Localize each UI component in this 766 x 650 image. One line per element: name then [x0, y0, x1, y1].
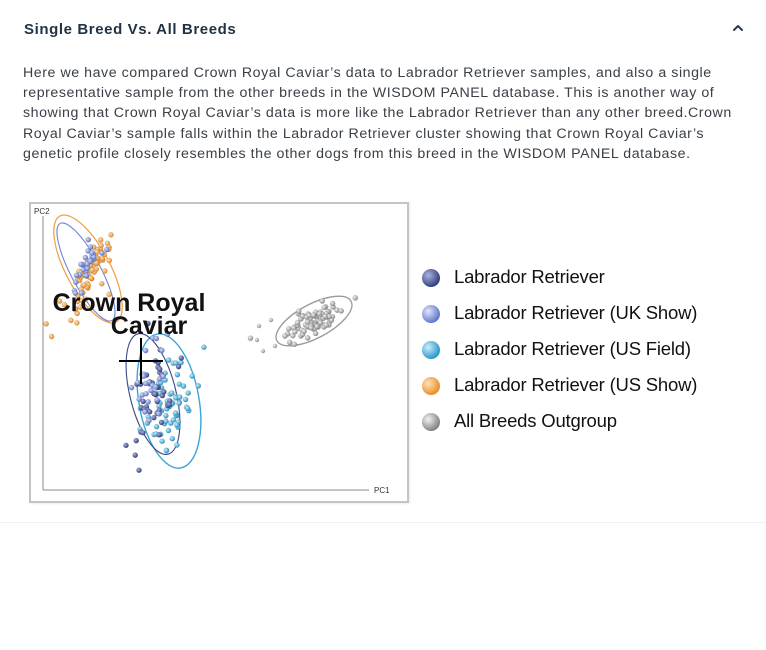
labrador-point — [147, 409, 152, 414]
legend-label: Labrador Retriever (UK Show) — [454, 302, 698, 323]
outgroup-point — [248, 336, 253, 341]
outgroup-point — [320, 298, 325, 303]
outgroup-point — [313, 331, 318, 336]
outgroup-point — [257, 324, 261, 328]
us-show-point — [68, 318, 73, 323]
labrador-point — [167, 402, 172, 407]
uk-show-point — [153, 384, 158, 389]
panel-description: Here we have compared Crown Royal Caviar’s data to Labrador Retriever samples, and also a single representative sample from the other breeds in the WISDOM PANEL database. This is another way of showing that Crown Royal Caviar’s data is more like the Labrador Retriever than any other breed.Crown Royal Caviar’s sample falls within the Labrador Retriever cluster showing that Crown Royal Caviar’s genetic profile closely resembles the other dogs from this breed in the WISDOM PANEL database. — [23, 65, 732, 162]
outgroup-point — [286, 326, 291, 331]
uk-show-point — [148, 388, 153, 393]
uk-show-point — [154, 397, 159, 402]
outgroup-point — [317, 311, 322, 316]
outgroup-point — [295, 320, 300, 325]
us-field-point — [177, 382, 182, 387]
outgroup-point — [322, 305, 327, 310]
us-field-point — [170, 436, 175, 441]
us-show-point — [99, 243, 104, 248]
us-show-point — [88, 275, 93, 280]
uk-show-point — [159, 348, 164, 353]
legend-label: Labrador Retriever — [454, 266, 605, 287]
outgroup-point — [339, 308, 344, 313]
outgroup-point — [255, 338, 259, 342]
labrador-point — [136, 468, 141, 473]
legend-dot-us-show-icon — [422, 377, 440, 395]
outgroup-point — [314, 324, 319, 329]
uk-show-point — [86, 237, 91, 242]
us-field-point — [201, 345, 206, 350]
outgroup-point — [353, 295, 358, 300]
outgroup-point — [287, 340, 292, 345]
outgroup-point — [261, 349, 265, 353]
labrador-point — [179, 355, 184, 360]
pca-scatter-plot — [31, 204, 407, 501]
outgroup-point — [305, 335, 310, 340]
labrador-point — [161, 389, 166, 394]
uk-show-point — [144, 391, 149, 396]
outgroup-point — [311, 313, 316, 318]
y-axis-label: PC2 — [34, 207, 50, 216]
uk-show-point — [88, 259, 93, 264]
chevron-up-icon[interactable] — [728, 18, 748, 38]
us-show-point — [98, 237, 103, 242]
outgroup-point — [330, 301, 335, 306]
us-field-point — [164, 448, 169, 453]
panel-title: Single Breed Vs. All Breeds — [24, 21, 237, 38]
us-show-point — [108, 232, 113, 237]
us-show-point — [82, 282, 87, 287]
outgroup-point — [309, 325, 314, 330]
uk-show-point — [143, 348, 148, 353]
outgroup-point — [292, 329, 297, 334]
labrador-point — [152, 392, 157, 397]
us-field-point — [196, 383, 201, 388]
labrador-point — [176, 364, 181, 369]
sample-label-line1: Crown Royal — [52, 289, 206, 317]
labrador-point — [134, 438, 139, 443]
us-show-point — [44, 321, 49, 326]
uk-show-point — [157, 376, 162, 381]
uk-show-point — [73, 280, 78, 285]
outgroup-point — [269, 318, 273, 322]
panel-header[interactable] — [0, 0, 766, 56]
us-field-point — [176, 401, 181, 406]
us-field-point — [160, 439, 165, 444]
uk-show-point — [74, 273, 79, 278]
us-field-point — [186, 390, 191, 395]
legend-label: All Breeds Outgroup — [454, 410, 617, 431]
us-show-point — [74, 320, 79, 325]
outgroup-point — [302, 329, 307, 334]
labrador-point — [140, 430, 145, 435]
pca-plot-frame — [29, 202, 409, 503]
us-field-point — [174, 442, 179, 447]
uk-show-point — [143, 381, 148, 386]
uk-show-point — [84, 273, 89, 278]
uk-show-point — [90, 250, 95, 255]
pca-figure — [0, 196, 766, 508]
outgroup-point — [324, 323, 329, 328]
uk-show-point — [99, 250, 104, 255]
uk-show-point — [88, 244, 93, 249]
uk-show-point — [137, 397, 142, 402]
outgroup-point — [296, 309, 301, 314]
us-field-point — [174, 422, 179, 427]
legend-label: Labrador Retriever (US Show) — [454, 374, 698, 395]
us-field-point — [185, 406, 190, 411]
us-field-point — [166, 428, 171, 433]
sample-label-line2: Caviar — [110, 312, 188, 340]
labrador-point — [159, 420, 164, 425]
labrador-point — [157, 367, 162, 372]
labrador-point — [123, 443, 128, 448]
uk-show-point — [135, 380, 140, 385]
legend-label: Labrador Retriever (US Field) — [454, 338, 691, 359]
legend-dot-labrador-icon — [422, 269, 440, 287]
legend-dot-us-field-icon — [422, 341, 440, 359]
outgroup-point — [305, 319, 310, 324]
us-field-point — [177, 395, 182, 400]
us-show-point — [90, 267, 95, 272]
us-field-point — [173, 410, 178, 415]
us-field-point — [171, 417, 176, 422]
us-show-point — [102, 268, 107, 273]
uk-show-point — [156, 411, 161, 416]
legend-dot-uk-show-icon — [422, 305, 440, 323]
uk-show-point — [142, 409, 147, 414]
x-axis-label: PC1 — [374, 486, 390, 495]
us-field-point — [169, 390, 174, 395]
us-field-point — [154, 424, 159, 429]
uk-show-point — [146, 399, 151, 404]
uk-show-point — [78, 262, 83, 267]
us-show-point — [99, 281, 104, 286]
scatter-points — [44, 232, 358, 473]
outgroup-point — [292, 342, 297, 347]
us-field-point — [183, 397, 188, 402]
us-field-point — [163, 413, 168, 418]
us-field-point — [190, 373, 195, 378]
us-show-point — [49, 334, 54, 339]
uk-show-point — [129, 385, 134, 390]
us-show-point — [107, 258, 112, 263]
uk-show-point — [146, 418, 151, 423]
us-field-point — [166, 357, 171, 362]
uk-show-point — [104, 247, 109, 252]
outgroup-point — [282, 333, 287, 338]
us-field-point — [175, 372, 180, 377]
labrador-point — [133, 453, 138, 458]
outgroup-point — [323, 314, 328, 319]
outgroup-point — [273, 344, 277, 348]
labrador-point — [157, 432, 162, 437]
legend-dot-outgroup-icon — [422, 413, 440, 431]
labrador-point — [151, 415, 156, 420]
